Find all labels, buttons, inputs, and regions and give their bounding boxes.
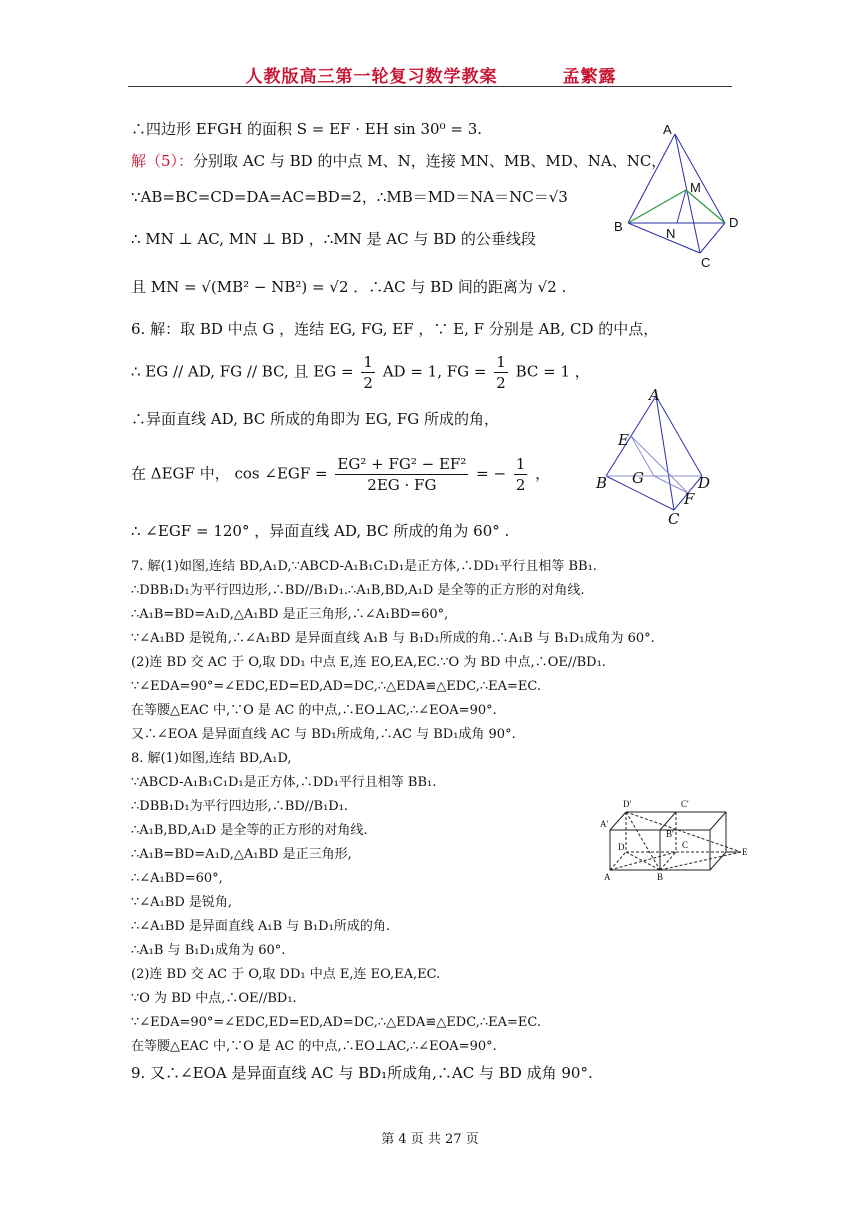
solution5-perpendicular: ∴ MN ⊥ AC, MN ⊥ BD ，∴MN 是 AC 与 BD 的公垂线段	[131, 230, 536, 248]
problem8-line: ∴A₁B,BD,A₁D 是全等的正方形的对角线.	[131, 823, 368, 838]
header-rule	[128, 86, 732, 87]
problem7-line: 又∴∠EOA 是异面直线 AC 与 BD₁所成角,∴AC 与 BD₁成角 90°.	[131, 727, 516, 742]
problem8-line: ∴DBB₁D₁为平行四边形,∴BD//B₁D₁.	[131, 799, 349, 814]
area-line: ∴四边形 EFGH 的面积 S = EF · EH sin 30⁰ = 3.	[131, 120, 483, 138]
problem8-line: ∵ABCD-A₁B₁C₁D₁是正方体,∴DD₁平行且相等 BB₁.	[131, 775, 437, 790]
fig3-label-D1: D'	[623, 799, 632, 809]
solution5-intro: 解（5）：分别取 AC 与 BD 的中点 M、N，连接 MN、MB、MD、NA、NC，	[131, 152, 667, 170]
solution-label: 解（5）：	[131, 152, 194, 170]
problem8-line: ∴∠A₁BD=60°,	[131, 871, 223, 886]
problem7-line: (2)连 BD 交 AC 于 O,取 DD₁ 中点 E,连 EO,EA,EC.∵O 为 BD 中点,∴OE//BD₁.	[131, 655, 606, 670]
fig2-label-C: C	[668, 510, 680, 528]
fraction-cosine: $\frac{\text{EG² + FG² − EF²}}{2EG \cdot FG}$	[337, 455, 467, 494]
tetrahedron-figure-2	[592, 384, 722, 529]
problem6-parallel: ∴ EG // AD, FG // BC, 且 EG = $\frac{1}{2}$ AD = 1, FG = $\frac{1}{2}$ BC = 1 ，	[131, 353, 590, 392]
page-header	[130, 62, 732, 86]
fig1-label-N: N	[666, 226, 676, 241]
fig1-label-A: A	[663, 122, 672, 137]
problem8-line: ∵∠EDA=90°=∠EDC,ED=ED,AD=DC,∴△EDA≌△EDC,∴EA=EC.	[131, 1015, 541, 1030]
fig3-label-A: A	[604, 872, 611, 882]
solution5-equal-edges: ∵AB=BC=CD=DA=AC=BD=2，∴MB＝MD＝NA＝NC＝√3	[131, 188, 568, 206]
problem7-line: 7. 解(1)如图,连结 BD,A₁D,∵ABCD-A₁B₁C₁D₁是正方体,∴DD₁平行且相等 BB₁.	[131, 559, 597, 574]
fig2-label-G: G	[632, 469, 644, 487]
fig2-label-D: D	[698, 474, 711, 492]
problem8-line: ∴∠A₁BD 是异面直线 A₁B 与 B₁D₁所成的角.	[131, 919, 390, 934]
cube-figure	[596, 796, 756, 884]
problem6-result: ∴ ∠EGF = 120° ，异面直线 AD, BC 所成的角为 60° .	[131, 522, 510, 540]
problem7-line: ∵∠EDA=90°=∠EDC,ED=ED,AD=DC,∴△EDA≌△EDC,∴EA=EC.	[131, 679, 541, 694]
fig1-label-D: D	[729, 215, 739, 230]
fraction-half: $\frac{1}{2}$	[496, 353, 506, 392]
fig3-label-A1: A'	[600, 819, 609, 829]
fig1-label-B: B	[614, 219, 623, 234]
problem6-angle: ∴异面直线 AD, BC 所成的角即为 EG, FG 所成的角，	[131, 410, 500, 428]
problem8-line: 8. 解(1)如图,连结 BD,A₁D,	[131, 751, 292, 766]
tetrahedron-figure-1	[600, 118, 750, 278]
fig3-label-C: C	[682, 840, 689, 850]
fig2-label-E: E	[618, 431, 629, 449]
fig2-label-B: B	[596, 474, 608, 492]
fig1-label-C: C	[701, 255, 711, 270]
fraction-half: $\frac{1}{2}$	[515, 455, 526, 494]
fig1-label-M: M	[690, 180, 701, 195]
problem7-line: ∵∠A₁BD 是锐角,∴∠A₁BD 是异面直线 A₁B 与 B₁D₁所成的角.∴A₁B 与 B₁D₁成角为 60°.	[131, 631, 655, 646]
problem7-line: ∴DBB₁D₁为平行四边形,∴BD//B₁D₁.∴A₁B,BD,A₁D 是全等的正方形的对角线.	[131, 583, 585, 598]
problem6-intro: 6. 解：取 BD 中点 G ，连结 EG, FG, EF ，∵ E, F 分别是 AB, CD 的中点，	[131, 320, 659, 338]
problem7-line: ∴A₁B=BD=A₁D,△A₁BD 是正三角形,∴∠A₁BD=60°,	[131, 607, 449, 622]
fig3-label-E: E	[742, 847, 748, 857]
header-title: 人教版高三第一轮复习数学教案	[245, 67, 498, 87]
solution5-distance: 且 MN = √(MB² − NB²) = √2 ．∴AC 与 BD 间的距离为 √2 .	[131, 278, 567, 296]
fig3-label-B: B	[657, 872, 664, 882]
problem8-line: ∵O 为 BD 中点,∴OE//BD₁.	[131, 991, 297, 1006]
problem8-line: (2)连 BD 交 AC 于 O,取 DD₁ 中点 E,连 EO,EA,EC.	[131, 967, 441, 982]
fraction-half: $\frac{1}{2}$	[363, 353, 373, 392]
fig3-label-C1: C'	[681, 799, 689, 809]
problem8-line: ∵∠A₁BD 是锐角,	[131, 895, 233, 910]
header-author: 孟繁露	[562, 67, 617, 87]
problem7-line: 在等腰△EAC 中,∵O 是 AC 的中点,∴EO⊥AC,∴∠EOA=90°.	[131, 703, 497, 718]
problem8-line: ∴A₁B=BD=A₁D,△A₁BD 是正三角形,	[131, 847, 352, 862]
problem8-line: 在等腰△EAC 中,∵O 是 AC 的中点,∴EO⊥AC,∴∠EOA=90°.	[131, 1039, 497, 1054]
fig3-label-B1: B'	[666, 829, 674, 839]
fig3-label-D: D	[618, 842, 625, 852]
problem6-cosine: 在 ΔEGF 中， cos ∠EGF = $\frac{\text{EG² + FG² − EF²}}{2EG \cdot FG}$ = − $\frac{1}{2}$ ，	[131, 455, 551, 494]
problem8-line: ∴A₁B 与 B₁D₁成角为 60°.	[131, 943, 286, 958]
fig2-label-F: F	[684, 490, 695, 508]
page-footer: 第 4 页 共 27 页	[381, 1132, 479, 1147]
fig2-label-A: A	[649, 386, 660, 404]
problem9-intro: 9. 又∴∠EOA 是异面直线 AC 与 BD₁所成角,∴AC 与 BD 成角 90°.	[131, 1064, 593, 1082]
